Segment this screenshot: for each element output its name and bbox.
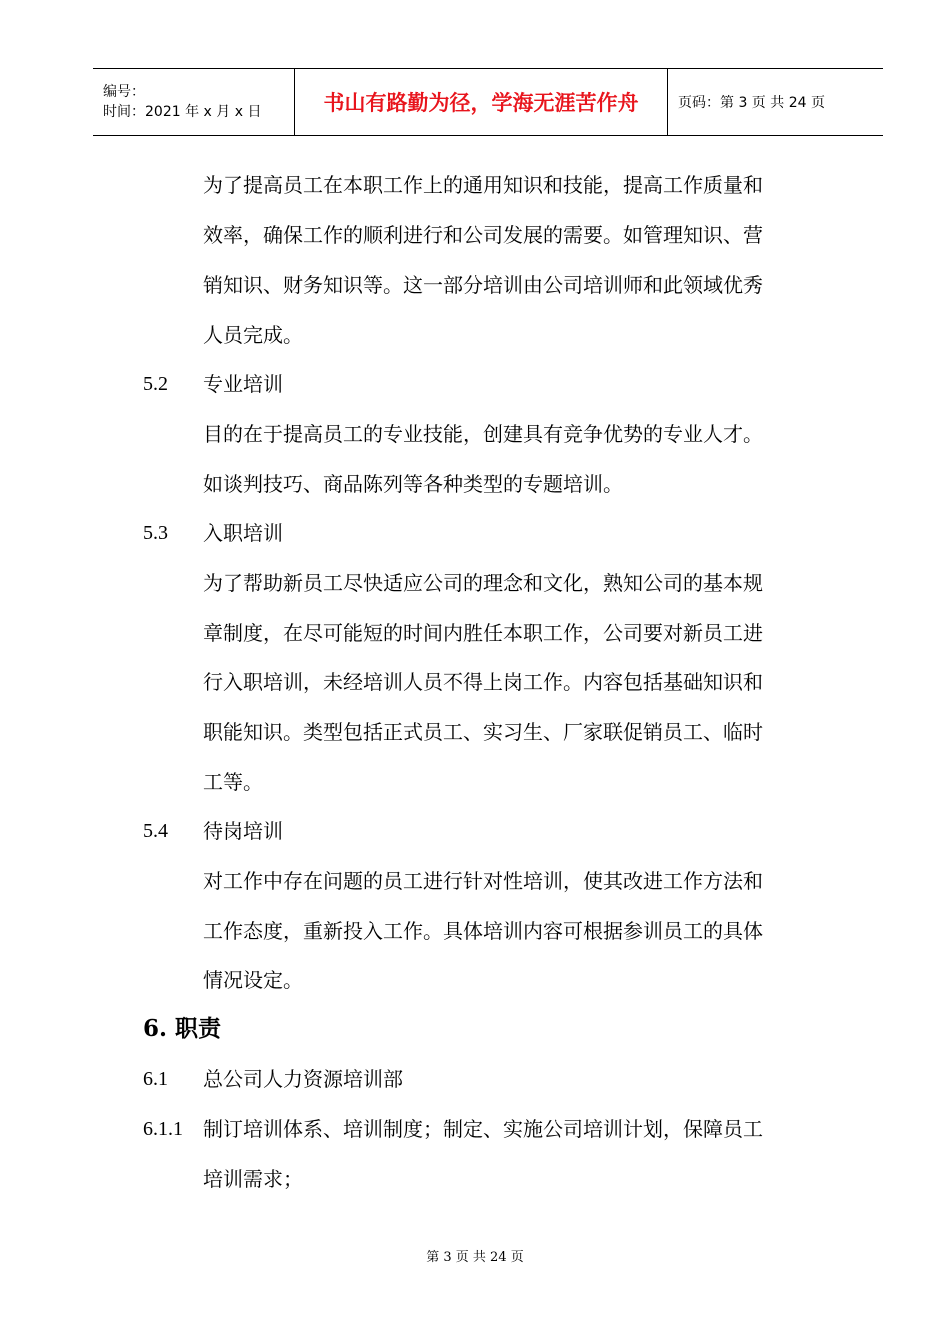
header-motto: 书山有路勤为径，学海无涯苦作舟	[295, 69, 668, 135]
section-number: 6.1.1	[143, 1118, 183, 1140]
page-header	[93, 68, 883, 136]
paragraph-line: 如谈判技巧、商品陈列等各种类型的专题培训。	[203, 472, 623, 496]
paragraph-line: 制订培训体系、培训制度；制定、实施公司培训计划，保障员工	[203, 1117, 763, 1141]
paragraph-line: 情况设定。	[203, 968, 303, 992]
paragraph-line: 人员完成。	[203, 323, 303, 347]
paragraph-line: 效率，确保工作的顺利进行和公司发展的需要。如管理知识、营	[203, 223, 763, 247]
chapter-heading: 6. 职责	[143, 1015, 222, 1042]
section-number: 5.2	[143, 373, 168, 395]
header-page-info: 页码：第 3 页 共 24 页	[678, 95, 825, 111]
paragraph-line: 行入职培训，未经培训人员不得上岗工作。内容包括基础知识和	[203, 670, 763, 694]
paragraph-line: 职能知识。类型包括正式员工、实习生、厂家联促销员工、临时	[203, 720, 763, 744]
paragraph-line: 工作态度，重新投入工作。具体培训内容可根据参训员工的具体	[203, 919, 763, 943]
page-footer: 第 3 页 共 24 页	[426, 1250, 524, 1265]
section-title: 待岗培训	[203, 819, 283, 843]
paragraph-line: 销知识、财务知识等。这一部分培训由公司培训师和此领域优秀	[203, 273, 763, 297]
paragraph-line: 为了提高员工在本职工作上的通用知识和技能，提高工作质量和	[203, 173, 763, 197]
section-number: 6.1	[143, 1068, 168, 1090]
paragraph-line: 章制度，在尽可能短的时间内胜任本职工作，公司要对新员工进	[203, 621, 763, 645]
document-number-label: 编号：	[103, 84, 145, 100]
paragraph-line: 对工作中存在问题的员工进行针对性培训，使其改进工作方法和	[203, 869, 763, 893]
section-number: 5.3	[143, 522, 168, 544]
header-meta-cell	[93, 69, 295, 135]
document-time-label: 时间：2021 年 x 月 x 日	[103, 104, 262, 120]
section-title: 总公司人力资源培训部	[203, 1067, 403, 1091]
section-title: 入职培训	[203, 521, 283, 545]
paragraph-line: 工等。	[203, 770, 263, 794]
section-number: 5.4	[143, 820, 168, 842]
section-title: 专业培训	[203, 372, 283, 396]
paragraph-line: 目的在于提高员工的专业技能，创建具有竞争优势的专业人才。	[203, 422, 763, 446]
paragraph-line: 培训需求；	[203, 1167, 303, 1191]
paragraph-line: 为了帮助新员工尽快适应公司的理念和文化，熟知公司的基本规	[203, 571, 763, 595]
